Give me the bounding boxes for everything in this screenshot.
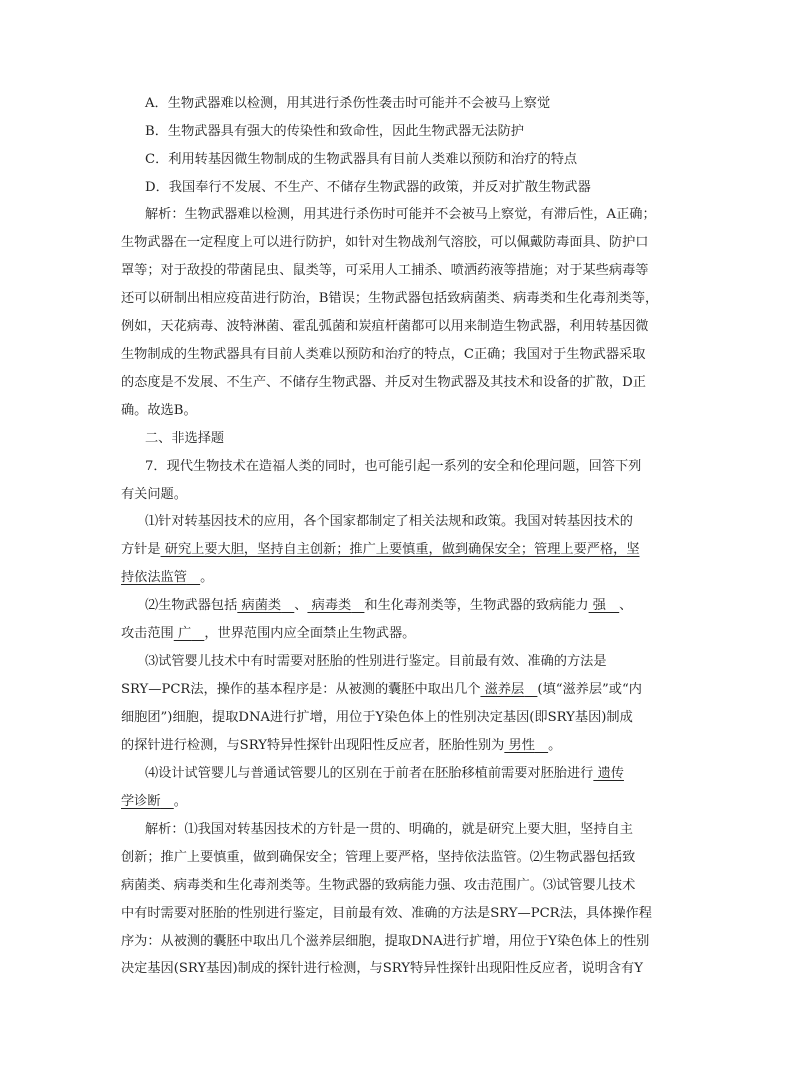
answer-blank: 持依法监管	[121, 570, 187, 585]
analysis2-line: 决定基因(SRY基因)制成的探针进行检测，与SRY特异性探针出现阳性反应者，说明含有Y	[121, 961, 643, 976]
answer-blank-gap	[281, 598, 294, 613]
q7-part3-line3: 细胞团”)细胞，提取DNA进行扩增，用位于Y染色体上的性别决定基因(即SRY基因)制成	[121, 710, 633, 725]
q7-part4-line2	[121, 793, 187, 811]
answer-blank-gap	[191, 626, 204, 641]
q7-part3-prefix4: 的探针进行检测，与SRY特异性探针出现阳性反应者，胚胎性别为	[121, 738, 505, 753]
q7-part4-tail: 。	[173, 794, 187, 809]
answer-blank: 遗传	[593, 766, 624, 781]
analysis1-line: 生物制成的生物武器具有目前人类难以预防和治疗的特点，C正确；我国对于生物武器采取	[121, 347, 646, 362]
answer-blank-gap	[606, 598, 619, 613]
analysis1-line: 确。故选B。	[121, 403, 197, 418]
q7-part3-tail: (填“滋养层”或“内	[537, 682, 642, 697]
q7-part1-line2	[121, 541, 640, 559]
answer-blank-gap	[524, 682, 537, 697]
q7-part3-line2	[121, 681, 642, 699]
analysis2-line: 病菌类、病毒类和生化毒剂类等。生物武器的致病能力强、攻击范围广。⑶试管婴儿技术	[121, 878, 636, 893]
q7-part1-tail: 。	[200, 570, 214, 585]
answer-blank: 病菌类	[237, 598, 282, 613]
separator: 、	[294, 598, 308, 613]
section-heading: 二、非选择题	[145, 431, 225, 446]
choice-c: C．利用转基因微生物制成的生物武器具有目前人类难以预防和治疗的特点	[145, 152, 578, 167]
analysis1-line: 例如，天花病毒、波特淋菌、霍乱弧菌和炭疽杆菌都可以用来制造生物武器，利用转基因微	[121, 319, 649, 334]
analysis2-line: 序为：从被测的囊胚中取出几个滋养层细胞，提取DNA进行扩增，用位于Y染色体上的性别	[121, 934, 650, 949]
q7-part2-prefix: ⑵生物武器包括	[145, 598, 238, 613]
answer-blank: 病毒类	[307, 598, 352, 613]
question-7-stem: 7．现代生物技术在造福人类的同时，也可能引起一系列的安全和伦理问题，回答下列	[145, 459, 642, 474]
answer-blank-gap	[535, 738, 548, 753]
q7-part4-line1	[145, 765, 624, 783]
answer-blank-gap	[187, 570, 200, 585]
answer-blank: 强	[588, 598, 606, 613]
analysis2-line: 解析：⑴我国对转基因技术的方针是一贯的、明确的，就是研究上要大胆，坚持自主	[145, 822, 633, 837]
q7-part4-prefix: ⑷设计试管婴儿与普通试管婴儿的区别在于前者在胚胎移植前需要对胚胎进行	[145, 766, 594, 781]
q7-part2-line2	[121, 625, 415, 643]
separator: 、	[619, 598, 633, 613]
q7-part1-prefix: 方针是	[121, 542, 161, 557]
answer-blank: 广	[173, 626, 192, 641]
choice-d: D．我国奉行不发展、不生产、不储存生物武器的政策，并反对扩散生物武器	[145, 180, 591, 195]
analysis2-line: 创新；推广上要慎重，做到确保安全；管理上要严格，坚持依法监管。⑵生物武器包括致	[121, 850, 636, 865]
q7-part3-prefix: SRY—PCR法，操作的基本程序是：从被测的囊胚中取出几个	[121, 682, 481, 697]
answer-blank: 学诊断	[121, 794, 161, 809]
analysis1-line: 的态度是不发展、不生产、不储存生物武器、并反对生物武器及其技术和设备的扩散，D正	[121, 375, 646, 390]
answer-blank: 滋养层	[480, 682, 525, 697]
analysis1-line: 还可以研制出相应疫苗进行防治，B错误；生物武器包括致病菌类、病毒类和生化毒剂类等，	[121, 291, 659, 306]
q7-part1-text: ⑴针对转基因技术的应用，各个国家都制定了相关法规和政策。我国对转基因技术的	[145, 514, 633, 529]
q7-part2-prefix2: 攻击范围	[121, 626, 174, 641]
analysis1-line: 生物武器在一定程度上可以进行防护，如针对生物战剂气溶胶，可以佩戴防毒面具、防护口	[121, 235, 649, 250]
q7-part1-line3	[121, 569, 213, 587]
analysis1-line: 解析：生物武器难以检测，用其进行杀伤时可能并不会被马上察觉，有滞后性，A正确；	[145, 207, 656, 222]
choice-b: B．生物武器具有强大的传染性和致命性，因此生物武器无法防护	[145, 124, 524, 139]
answer-blank-gap	[351, 598, 364, 613]
question-7-stem: 有关问题。	[121, 487, 187, 502]
q7-part2-mid: 和生化毒剂类等，生物武器的致病能力	[364, 598, 589, 613]
answer-blank: 研究上要大胆，坚持自主创新；推广上要慎重，做到确保安全；管理上要严格，坚	[160, 542, 640, 557]
analysis2-line: 中有时需要对胚胎的性别进行鉴定，目前最有效、准确的方法是SRY—PCR法，具体操作程	[121, 906, 652, 921]
q7-part3-text: ⑶试管婴儿技术中有时需要对胚胎的性别进行鉴定。目前最有效、准确的方法是	[145, 654, 607, 669]
q7-part3-tail4: 。	[548, 738, 562, 753]
q7-part2-tail: ，世界范围内应全面禁止生物武器。	[204, 626, 416, 641]
answer-blank: 男性	[504, 738, 535, 753]
answer-blank-gap	[161, 794, 174, 809]
q7-part3-line4	[121, 737, 561, 755]
choice-a: A．生物武器难以检测，用其进行杀伤性袭击时可能并不会被马上察觉	[145, 96, 551, 111]
analysis1-line: 罩等；对于敌投的带菌昆虫、鼠类等，可采用人工捕杀、喷洒药液等措施；对于某些病毒等	[121, 263, 649, 278]
q7-part2-line1	[145, 597, 632, 615]
